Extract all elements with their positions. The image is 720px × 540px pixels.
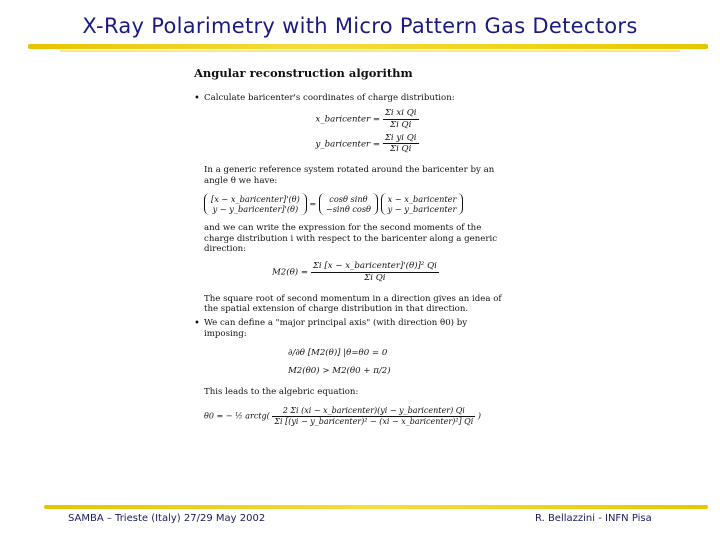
rotation-left-row1: [x − x_baricenter]'(θ) [211, 193, 300, 204]
final-denominator: Σi [(yi − y_baricenter)² − (xi − x_baricenter)²] Qi [274, 416, 474, 426]
rotation-matrix-row2: −sinθ cosθ [325, 203, 371, 214]
eq-rotation [204, 193, 512, 216]
final-numerator: 2 Σi (xi − x_baricenter)(yi − y_baricenter) Qi [272, 406, 475, 417]
title-underline [28, 44, 708, 49]
rotation-left-vector [204, 193, 307, 216]
rotation-matrix-row1: cosθ sinθ [329, 193, 368, 204]
eq-y-denominator: Σi Qi [390, 144, 412, 155]
scanned-document [192, 66, 512, 506]
bullet-principal-axis: • We can define a "major principal axis" (with direction θ0) by imposing: [192, 318, 512, 339]
bullet-baricenter: • Calculate baricenter's coordinates of charge distribution: [192, 93, 512, 104]
eq-x-lhs: x_baricenter = [315, 114, 381, 125]
rotation-right-row1: x − x_baricenter [387, 193, 457, 204]
eq-x-baricenter [222, 108, 512, 130]
m2-fraction [311, 261, 439, 283]
m2-lhs: M2(θ) = [272, 267, 309, 278]
paragraph-algebraic: This leads to the algebric equation: [204, 387, 359, 398]
paragraph-square-root: The square root of second momentum in a direction gives an idea of the spatial extension of charge distribution in that direction. [204, 293, 502, 315]
eq-y-lhs: y_baricenter = [315, 139, 381, 150]
condition-derivative: ∂/∂θ [M2(θ)] |θ=θ0 = 0 [288, 347, 388, 358]
rotation-right-vector [381, 193, 464, 216]
eq-y-numerator: Σi yi Qi [384, 132, 417, 143]
paragraph-second-moments: and we can write the expression for the second moments of the charge distribution i with respect to the baricenter along a generic direction: [204, 223, 498, 255]
eq-final-angle [204, 406, 512, 427]
eq-y-fraction [383, 133, 419, 155]
eq-second-moment [272, 261, 512, 283]
rotation-right-row2: y − y_baricenter [387, 203, 457, 214]
eq-x-fraction [383, 108, 419, 130]
eq-y-baricenter [222, 133, 512, 155]
slide-title: X-Ray Polarimetry with Micro Pattern Gas Detectors [82, 14, 638, 38]
final-fraction [272, 406, 475, 427]
footer-author: R. Bellazzini - INFN Pisa [535, 513, 652, 524]
footer-rule [44, 505, 708, 509]
footer-conference: SAMBA – Trieste (Italy) 27/29 May 2002 [68, 513, 266, 524]
rotation-left-row2: y − y_baricenter]'(θ) [212, 203, 299, 214]
paragraph-rotation: In a generic reference system rotated around the baricenter by an angle θ we have: [204, 165, 495, 186]
m2-denominator: Σi Qi [364, 272, 386, 283]
eq-x-denominator: Σi Qi [390, 119, 412, 130]
title-underline-shadow [60, 50, 680, 52]
rotation-matrix [319, 193, 378, 216]
rotation-equals: = [309, 197, 317, 208]
condition-maximum: M2(θ0) > M2(θ0 + π/2) [288, 366, 391, 377]
document-heading: Angular reconstruction algorithm [194, 66, 413, 80]
final-close: ) [477, 411, 481, 421]
final-lhs: θ0 = − ½ arctg( [204, 411, 270, 421]
eq-x-numerator: Σi xi Qi [384, 108, 417, 119]
m2-numerator: Σi [x − x_baricenter]'(θ)]² Qi [312, 261, 437, 272]
